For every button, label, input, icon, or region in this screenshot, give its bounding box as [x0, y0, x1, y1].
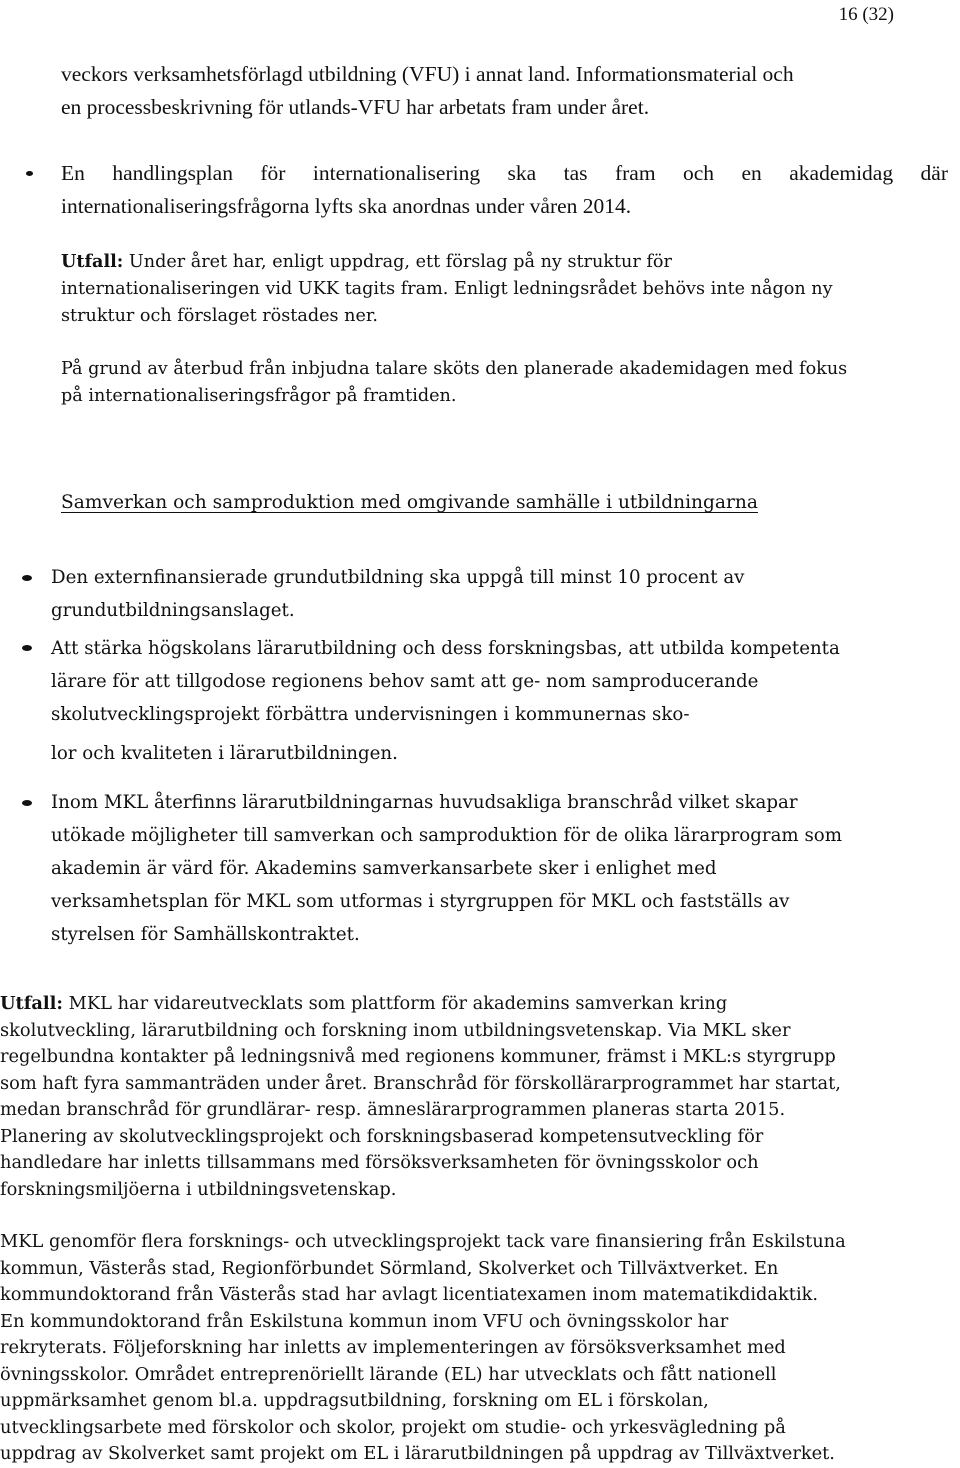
- bullet-line: skolutvecklingsprojekt förbättra undervisningen i kommunernas sko-: [51, 704, 690, 725]
- outcome-line: På grund av återbud från inbjudna talare sköts den planerade akademidagen med fokus: [61, 359, 848, 379]
- outcome-line: skolutveckling, lärarutbildning och forskning inom utbildningsvetenskap. Via MKL sker: [0, 1019, 791, 1041]
- outcome-line: Utfall: MKL har vidareutvecklats som plattform för akademins samverkan kring: [0, 993, 728, 1014]
- body-line: utvecklingsarbete med förskolor och skolor, projekt om studie- och yrkesvägledning på: [0, 1416, 786, 1438]
- bullet-line: En handlingsplan för internationalisering ska tas fram och en akademidag där: [61, 161, 948, 185]
- body-paragraph: [0, 1229, 958, 1468]
- bullet-icon: [22, 800, 32, 806]
- bullet-line: grundutbildningsanslaget.: [51, 600, 295, 621]
- body-line: uppdrag av Skolverket samt projekt om EL i lärarutbildningen på uppdrag av Tillväxtverket.: [0, 1443, 835, 1464]
- page-number: 16 (32): [838, 4, 894, 25]
- bullet-line: verksamhetsplan för MKL som utformas i styrgruppen för MKL och fastställs av: [51, 891, 790, 912]
- outcome-line: struktur och förslaget röstades ner.: [61, 306, 378, 326]
- outcome-line: på internationaliseringsfrågor på framtiden.: [61, 386, 457, 406]
- bullet-line: Att stärka högskolans lärarutbildning och dess forskningsbas, att utbilda kompetenta: [51, 638, 840, 659]
- bullet-line: lor och kvaliteten i lärarutbildningen.: [51, 743, 398, 764]
- outcome-paragraph: [0, 991, 958, 1203]
- bullet-line: styrelsen för Samhällskontraktet.: [51, 924, 360, 945]
- outcome-line: Utfall: Under året har, enligt uppdrag, ett förslag på ny struktur för: [61, 251, 672, 272]
- body-line: En kommundoktorand från Eskilstuna kommun inom VFU och övningsskolor har: [0, 1310, 729, 1332]
- outcome-line: internationaliseringen vid UKK tagits fram. Enligt ledningsrådet behövs inte någon ny: [61, 279, 833, 299]
- outcome-line: forskningsmiljöerna i utbildningsvetenskap.: [0, 1178, 397, 1200]
- intro-paragraph: [61, 58, 941, 124]
- intro-line: en processbeskrivning för utlands-VFU har arbetats fram under året.: [61, 95, 650, 119]
- outcome-line: handledare har inletts tillsammans med försöksverksamheten för övningsskolor och: [0, 1152, 759, 1173]
- bullet-line: lärare för att tillgodose regionens behov samt att ge- nom samproducerande: [51, 671, 759, 692]
- bullet-internationalisation: [61, 157, 948, 223]
- bullet-icon: [26, 171, 33, 176]
- outcome-line: som haft fyra sammanträden under året. Branschråd för förskollärarprogrammet har startat,: [0, 1072, 841, 1094]
- bullet-item: [51, 632, 941, 770]
- outcome-line: Planering av skolutvecklingsprojekt och forskningsbaserad kompetensutveckling för: [0, 1125, 764, 1147]
- outcome-paragraph-2: [61, 356, 956, 410]
- body-line: kommun, Västerås stad, Regionförbundet Sörmland, Skolverket och Tillväxtverket. En: [0, 1257, 779, 1279]
- bullet-icon: [22, 575, 32, 581]
- outcome-label: Utfall:: [61, 251, 124, 272]
- section-heading: Samverkan och samproduktion med omgivande samhälle i utbildningarna: [61, 492, 758, 513]
- body-line: uppmärksamhet genom bl.a. uppdragsutbildning, forskning om EL i förskolan,: [0, 1390, 709, 1411]
- bullet-item: [51, 561, 931, 627]
- body-line: rekryterats. Följeforskning har inletts av implementeringen av försöksverksamhet med: [0, 1337, 786, 1358]
- intro-line: veckors verksamhetsförlagd utbildning (VFU) i annat land. Informationsmaterial och: [61, 62, 794, 86]
- bullet-line: internationaliseringsfrågorna lyfts ska anordnas under våren 2014.: [61, 194, 632, 218]
- body-line: MKL genomför flera forsknings- och utvecklingsprojekt tack vare finansiering från Eskilstuna: [0, 1231, 846, 1252]
- body-line: kommundoktorand från Västerås stad har avlagt licentiatexamen inom matematikdidaktik.: [0, 1284, 819, 1305]
- bullet-line: Den externfinansierade grundutbildning ska uppgå till minst 10 procent av: [51, 567, 745, 588]
- bullet-line: akademin är värd för. Akademins samverkansarbete sker i enlighet med: [51, 858, 717, 879]
- outcome-label: Utfall:: [0, 993, 63, 1014]
- bullet-item: [51, 786, 941, 951]
- bullet-icon: [22, 645, 32, 651]
- body-line: övningsskolor. Området entreprenöriellt lärande (EL) har utvecklats och fått nationell: [0, 1363, 777, 1385]
- outcome-line: medan branschråd för grundlärar- resp. ämneslärarprogrammen planeras starta 2015.: [0, 1099, 786, 1120]
- outcome-line: regelbundna kontakter på ledningsnivå med regionens kommuner, främst i MKL:s styrgrupp: [0, 1046, 836, 1067]
- bullet-line: utökade möjligheter till samverkan och samproduktion för de olika lärarprogram som: [51, 825, 842, 846]
- outcome-paragraph: [61, 248, 951, 330]
- bullet-line: Inom MKL återfinns lärarutbildningarnas huvudsakliga branschråd vilket skapar: [51, 792, 798, 813]
